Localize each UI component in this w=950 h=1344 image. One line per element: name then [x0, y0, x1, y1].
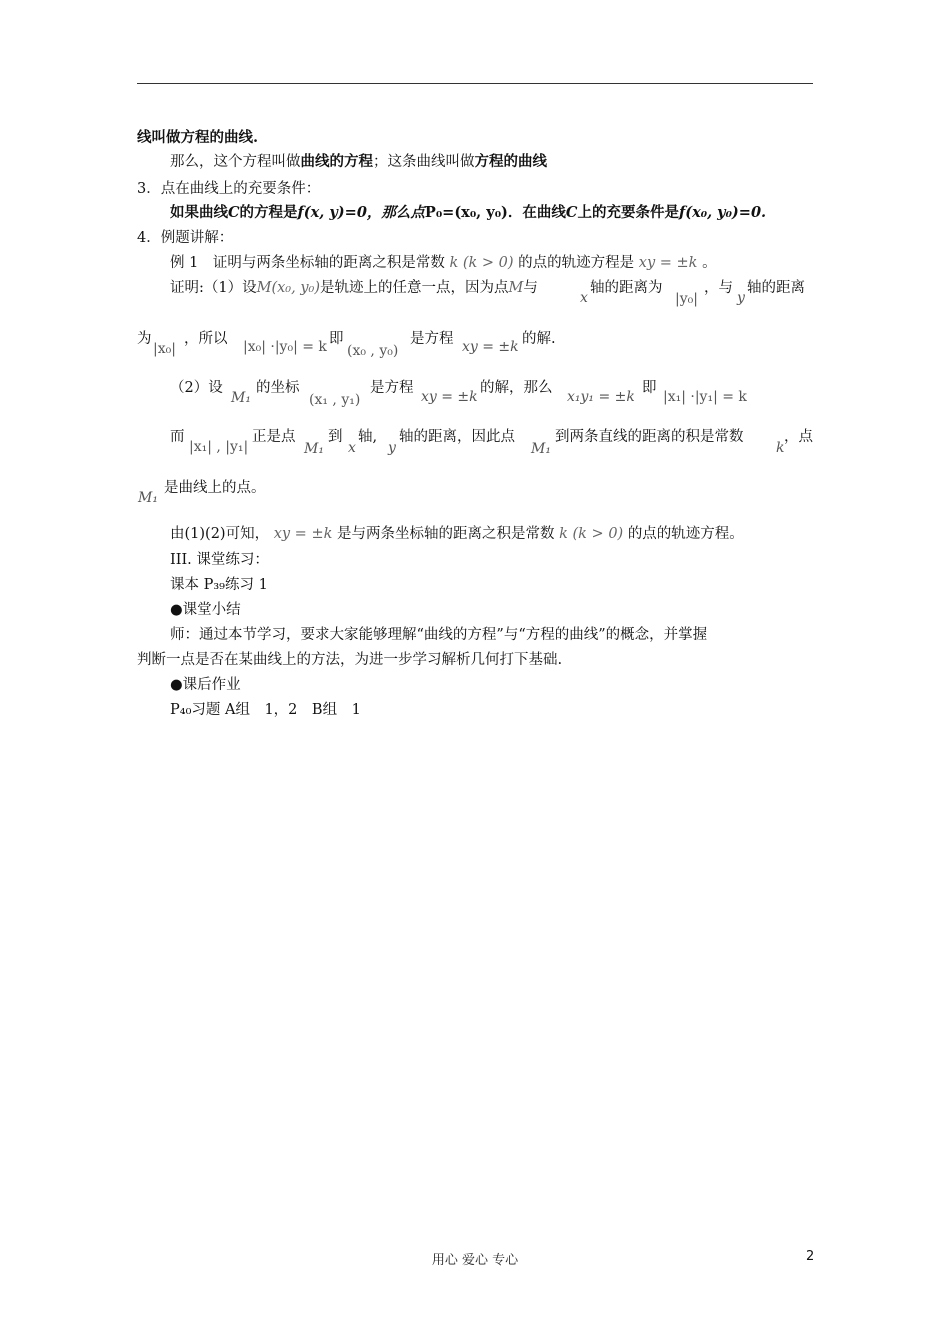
math: xy = ±k: [638, 255, 698, 271]
text: 是方程: [410, 331, 454, 347]
math-product: |x₀| ·|y₀| = k: [243, 339, 327, 355]
text: 的解.: [522, 331, 556, 347]
line-15: ●课堂小结: [170, 602, 241, 618]
text: 轴的距离: [747, 280, 805, 296]
footer-text: 用心 爱心 专心: [431, 1253, 519, 1268]
line-5: 4．例题讲解：: [137, 230, 234, 246]
text: 与: [523, 280, 538, 296]
math: k (k > 0): [559, 526, 624, 542]
text: ，与: [704, 280, 733, 296]
text: 的方程是: [239, 204, 298, 221]
text: ，点: [784, 429, 813, 445]
text: ，所以: [184, 331, 228, 347]
math-abs-pair: |x₁| , |y₁|: [189, 439, 249, 455]
text: f(x, y)=0，那么点: [297, 204, 425, 221]
math-M1: M₁: [304, 441, 324, 457]
math-x: x: [348, 440, 356, 456]
math: xy = ±k: [273, 526, 333, 542]
line-1: 线叫做方程的曲线.: [137, 129, 259, 146]
math-equation: xy = ±k: [421, 389, 478, 405]
text: 是与两条坐标轴的距离之积是常数: [337, 526, 555, 542]
math-point1: (x₁ , y₁): [309, 392, 361, 408]
text: 即: [329, 331, 344, 347]
line-3: 3．点在曲线上的充要条件：: [137, 181, 321, 197]
line-17: 判断一点是否在某曲线上的方法，为进一步学习解析几何打下基础.: [137, 652, 563, 668]
line-6: [170, 253, 717, 273]
text: 轴的距离，因此点: [399, 429, 515, 445]
math-y: y: [388, 440, 396, 456]
text-bold: 曲线的方程: [300, 153, 373, 170]
text: 为: [137, 331, 152, 347]
text: 到: [328, 429, 343, 445]
text: 即: [642, 380, 657, 396]
math: M: [508, 280, 524, 296]
math-equation: xy = ±k: [462, 339, 519, 355]
text: 的点的轨迹方程。: [627, 526, 744, 542]
math-equation-1: x₁y₁ = ±k: [567, 389, 635, 405]
text: 轴的距离为: [590, 280, 663, 296]
line-12: [170, 524, 744, 544]
math-y: y: [737, 290, 745, 306]
text: 例 1 证明与两条坐标轴的距离之积是常数: [170, 255, 445, 271]
line-18: ●课后作业: [170, 677, 241, 693]
text: ；这条曲线叫做: [373, 154, 475, 170]
line-13: III. 课堂练习：: [170, 552, 269, 568]
header-rule: [137, 83, 813, 84]
line-2: [170, 152, 547, 172]
text: 的点的轨迹方程是: [518, 255, 635, 271]
text: 轴,: [358, 429, 378, 445]
math-abs-y0: |y₀|: [675, 291, 698, 307]
text: P₀=(x₀, y₀)．在曲线: [424, 204, 566, 221]
text: 上的充要条件是: [577, 204, 679, 221]
text: （2）设: [170, 380, 223, 396]
text: 正是点: [252, 429, 296, 445]
text: 是轨迹上的任意一点，因为点: [320, 280, 509, 296]
text: 如果曲线: [170, 204, 228, 221]
text: C: [565, 204, 578, 221]
text: 证明:（1）设: [170, 280, 257, 296]
text: 是方程: [370, 380, 414, 396]
math: M(x₀, y₀): [256, 280, 320, 296]
math-k: k: [776, 440, 785, 456]
math-M1: M₁: [138, 490, 158, 506]
math-abs-x0: |x₀|: [153, 341, 176, 357]
text-bold: 方程的曲线: [474, 153, 547, 170]
page-number: 2: [806, 1249, 815, 1264]
line-19: P₄₀习题 A组 1，2 B组 1: [170, 702, 361, 718]
math-M1: M₁: [531, 441, 551, 457]
text: 的坐标: [256, 380, 300, 396]
math-M1: M₁: [231, 390, 251, 406]
text: 到两条直线的距离的积是常数: [555, 429, 744, 445]
line-7: [170, 278, 538, 298]
math: k (k > 0): [449, 255, 514, 271]
text: f(x₀, y₀)=0.: [678, 204, 767, 221]
line-11: 是曲线上的点。: [164, 480, 266, 496]
line-4: [170, 203, 766, 223]
text: 那么，这个方程叫做: [170, 154, 301, 170]
text: 。: [702, 255, 717, 271]
text: 由(1)(2)可知，: [170, 526, 270, 542]
text: 的解，那么: [480, 380, 553, 396]
math-x: x: [580, 290, 588, 306]
text: C: [228, 204, 240, 221]
math-point0: (x₀ , y₀): [347, 343, 399, 359]
math-product-1: |x₁| ·|y₁| = k: [663, 389, 747, 405]
line-16: 师：通过本节学习，要求大家能够理解“曲线的方程”与“方程的曲线”的概念，并掌握: [170, 627, 708, 643]
line-14: 课本 P₃₉练习 1: [170, 577, 268, 593]
text: 而: [170, 429, 185, 445]
